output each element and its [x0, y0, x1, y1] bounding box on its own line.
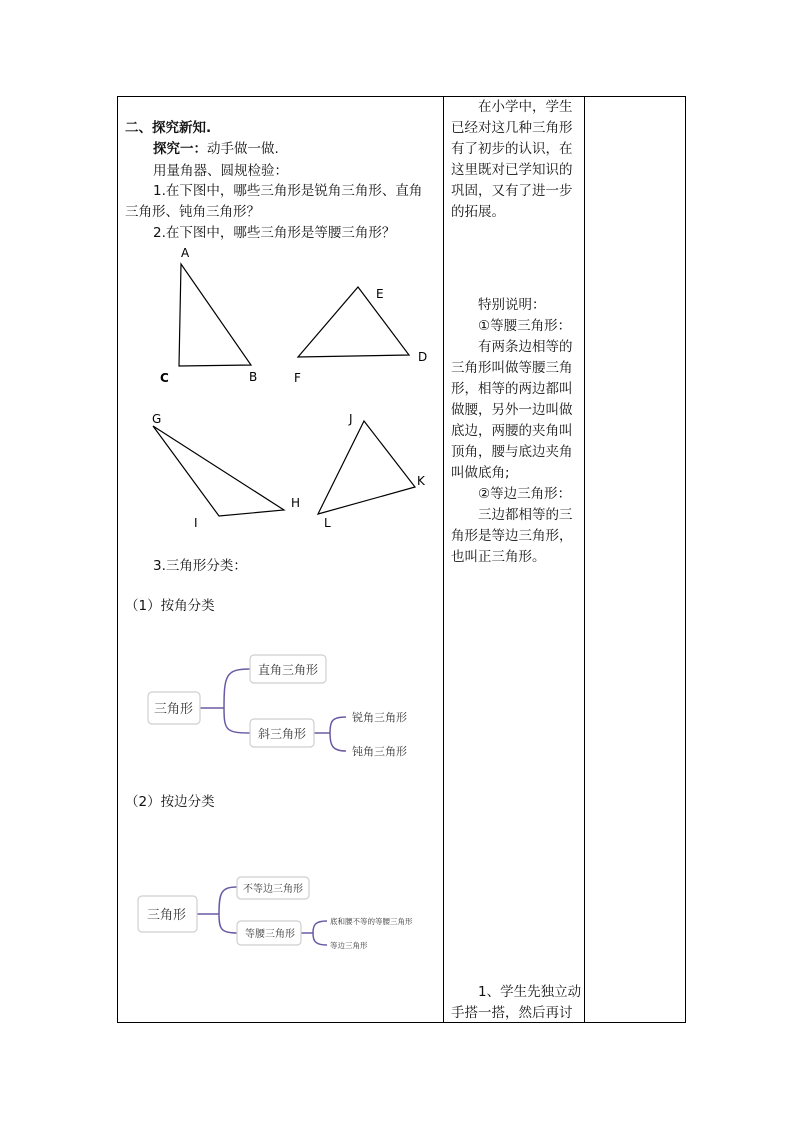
section-title: 二、探究新知. [125, 120, 212, 136]
isosceles-body-7: 叫做底角; [451, 465, 510, 481]
note-1-line-6: 的拓展。 [451, 204, 505, 220]
map-obtuse-label: 钝角三角形 [352, 745, 407, 758]
map-side-root-label: 三角形 [147, 908, 187, 923]
equilateral-body-2: 角形是等边三角形， [451, 528, 573, 544]
equilateral-body-3: 也叫正三角形。 [451, 549, 546, 565]
triangle-ghi [153, 426, 284, 516]
isosceles-body-4: 做腰，另外一边叫做 [451, 402, 573, 418]
angle-classification-map [140, 645, 420, 770]
isosceles-body-3: 形，相等的两边都叫 [451, 381, 573, 397]
explore-text: 动手做一做. [207, 141, 279, 157]
isosceles-body-5: 底边，两腰的夹角叫 [451, 423, 573, 439]
vertex-label-h: H [291, 496, 301, 510]
question-2: 2.在下图中，哪些三角形是等腰三角形？ [153, 225, 396, 241]
triangles-figure [140, 240, 440, 540]
map-isosceles-label: 等腰三角形 [245, 929, 295, 940]
activity-line-2: 手搭一搭，然后再讨 [451, 1005, 573, 1021]
question-1-line-2: 三角形、钝角三角形？ [125, 204, 260, 220]
map-equilateral-label: 等边三角形 [330, 941, 368, 950]
triangle-jkl [318, 421, 415, 514]
classify-by-side-heading: （2）按边分类 [125, 794, 215, 810]
isosceles-title: ①等腰三角形： [478, 318, 572, 334]
isosceles-body-2: 三角形叫做等腰三角 [451, 360, 573, 376]
vertex-label-e: E [376, 287, 384, 301]
vertex-label-k: K [417, 474, 425, 488]
classify-by-angle-heading: （1）按角分类 [125, 598, 215, 614]
activity-line-1: 1、学生先独立动 [478, 984, 582, 1000]
map-scalene-label: 不等边三角形 [243, 884, 303, 895]
vertex-label-a: A [181, 246, 190, 260]
triangle-def [298, 287, 409, 357]
triangle-abc [179, 264, 251, 366]
map-iso-nonequal-label: 底和腰不等的等腰三角形 [330, 917, 413, 926]
vertex-label-f: F [294, 371, 301, 385]
question-3: 3.三角形分类： [153, 558, 247, 574]
question-1-line-1: 1.在下图中，哪些三角形是锐角三角形、直角 [153, 183, 423, 199]
explore-heading [153, 139, 279, 159]
note-1-line-1: 在小学中，学生 [478, 99, 573, 115]
equilateral-title: ②等边三角形： [478, 486, 572, 502]
tools-line: 用量角器、圆规检验： [153, 163, 288, 179]
vertex-label-j: J [349, 412, 353, 426]
map-right-label: 直角三角形 [258, 663, 319, 677]
vertex-label-i: I [194, 516, 198, 530]
column-divider-2 [584, 96, 585, 1023]
note-1-line-2: 已经对这几种三角形 [451, 120, 573, 136]
vertex-label-c: C [160, 371, 169, 385]
note-1-line-3: 有了初步的认识，在 [451, 141, 573, 157]
isosceles-body-6: 顶角，腰与底边夹角 [451, 444, 573, 460]
equilateral-body-1: 三边都相等的三 [478, 507, 573, 523]
isosceles-body-1: 有两条边相等的 [478, 339, 573, 355]
note-1-line-5: 巩固，又有了进一步 [451, 183, 573, 199]
map-oblique-label: 斜三角形 [258, 727, 307, 741]
note-1-line-4: 这里既对已学知识的 [451, 162, 573, 178]
vertex-label-g: G [152, 412, 162, 426]
special-note-title: 特别说明： [478, 297, 546, 313]
vertex-label-l: L [324, 516, 331, 530]
vertex-label-d: D [418, 350, 428, 364]
column-divider-1 [443, 96, 444, 1023]
map-angle-root-label: 三角形 [154, 702, 194, 717]
explore-label: 探究一： [153, 141, 207, 157]
map-acute-label: 锐角三角形 [352, 711, 407, 724]
vertex-label-b: B [249, 370, 258, 384]
side-classification-map [135, 865, 435, 965]
